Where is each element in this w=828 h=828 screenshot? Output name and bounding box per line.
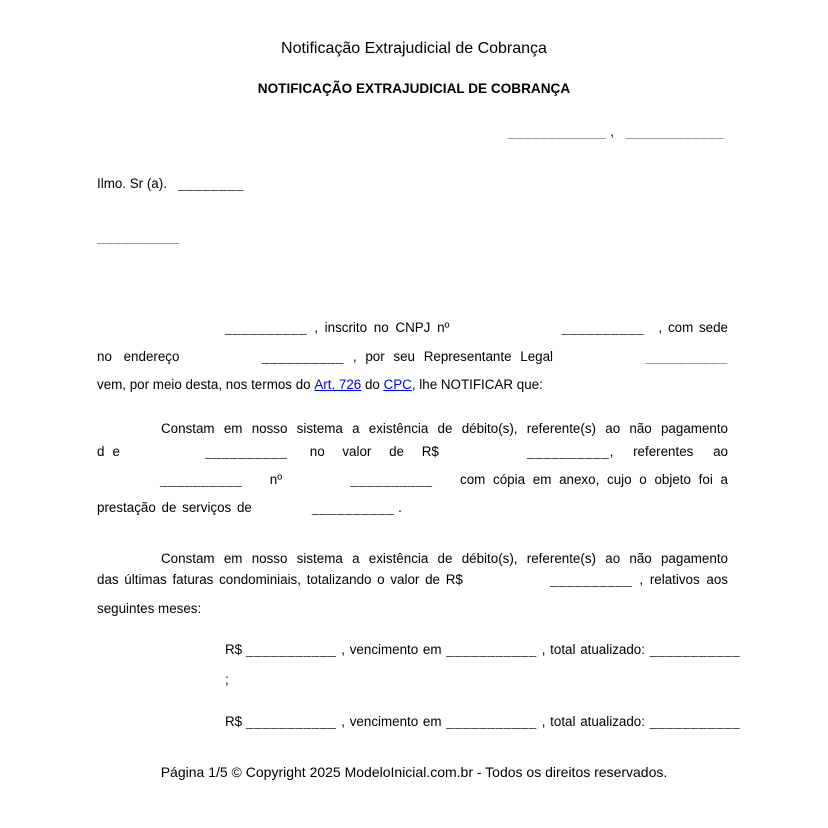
updated-total-blank: ___________ xyxy=(649,714,741,729)
date-blank: ____________ xyxy=(626,124,725,139)
document-heading: NOTIFICAÇÃO EXTRAJUDICIAL DE COBRANÇA xyxy=(257,81,571,96)
page-footer: Página 1/5 © Copyright 2025 ModeloInicial.com.br - Todos os direitos reservados. xyxy=(160,764,668,780)
debt-para-line-1: Constam em nosso sistema a existência de débito(s), referente(s) ao não pagamento xyxy=(161,421,728,436)
numero-text: nº xyxy=(269,472,283,487)
sede-text: , com sede xyxy=(652,320,728,335)
due-date-blank: ___________ xyxy=(446,642,537,657)
debt-para-line-2 xyxy=(97,443,728,461)
document-title: Notificação Extrajudicial de Cobrança xyxy=(281,40,547,57)
addressee-name-blank: ________ xyxy=(177,176,244,191)
relativos-text: , relativos aos xyxy=(632,572,728,587)
endereco-text: no endereço xyxy=(97,349,180,364)
separator-line xyxy=(97,671,728,689)
debt-para-line-3 xyxy=(97,471,728,489)
copia-text: com cópia em anexo, cujo o objeto foi a xyxy=(460,472,728,487)
representante-text: , por seu Representante Legal xyxy=(344,349,554,364)
rs-text: R$ xyxy=(225,714,246,729)
prestacao-text: prestação de serviços de xyxy=(97,500,252,515)
link-art-726[interactable]: Art. 726 xyxy=(314,377,362,392)
de-text: de xyxy=(97,444,128,459)
total-atualizado-text: , total atualizado: xyxy=(537,642,650,657)
installment-line-2 xyxy=(97,713,741,731)
addressee-line xyxy=(97,175,728,193)
seguintes-text: seguintes meses: xyxy=(97,601,202,616)
notificar-text: , lhe NOTIFICAR que: xyxy=(411,377,543,392)
vem-text: vem, por meio desta, nos termos do xyxy=(97,377,315,392)
place-blank: ____________ xyxy=(507,124,607,139)
referentes-text: , referentes ao xyxy=(609,444,728,459)
condo-para-line-2 xyxy=(97,571,728,589)
total-atualizado-text: , total atualizado: xyxy=(537,714,650,729)
valor-text: no valor de R$ xyxy=(309,444,439,459)
endereco-blank: __________ xyxy=(261,349,345,364)
condo-total-blank: __________ xyxy=(550,572,633,587)
addressee-label: Ilmo. Sr (a). xyxy=(97,176,167,191)
servico-blank: __________ xyxy=(205,444,288,459)
notifier-line-1 xyxy=(97,319,728,337)
link-cpc[interactable]: CPC xyxy=(383,377,412,392)
representante-blank: __________ xyxy=(645,349,728,364)
cnpj-blank: __________ xyxy=(561,320,645,335)
do-text: do xyxy=(361,377,384,392)
installment-line-1 xyxy=(97,641,741,659)
amount-blank: ___________ xyxy=(245,714,337,729)
faturas-text: das últimas faturas condominiais, totalizando o valor de R$ xyxy=(97,572,463,587)
numero-blank: __________ xyxy=(350,472,433,487)
notifier-name-blank: __________ xyxy=(225,320,308,335)
notifier-line-2 xyxy=(97,348,728,366)
addressee-address-line xyxy=(97,228,728,246)
rs-text: R$ xyxy=(225,642,246,657)
comma: , xyxy=(606,124,615,139)
debt-para-line-4 xyxy=(97,499,728,517)
amount-blank: ___________ xyxy=(245,642,337,657)
updated-total-blank: ___________ xyxy=(649,642,741,657)
vencimento-text: , vencimento em xyxy=(336,714,447,729)
cnpj-text: , inscrito no CNPJ nº xyxy=(307,320,450,335)
due-date-blank: ___________ xyxy=(446,714,537,729)
place-date-line xyxy=(97,123,728,141)
valor-blank: __________ xyxy=(527,444,610,459)
separator-semicolon: ; xyxy=(225,672,229,687)
notifier-line-3 xyxy=(97,376,728,394)
condo-para-line-3 xyxy=(97,600,728,618)
ponto-text: . xyxy=(394,500,402,515)
prestacao-blank: __________ xyxy=(311,500,395,515)
vencimento-text: , vencimento em xyxy=(336,642,447,657)
contrato-blank: __________ xyxy=(160,472,243,487)
condo-para-line-1: Constam em nosso sistema a existência de débito(s), referente(s) ao não pagamento xyxy=(161,551,728,566)
addressee-address-blank: __________ xyxy=(97,229,180,244)
